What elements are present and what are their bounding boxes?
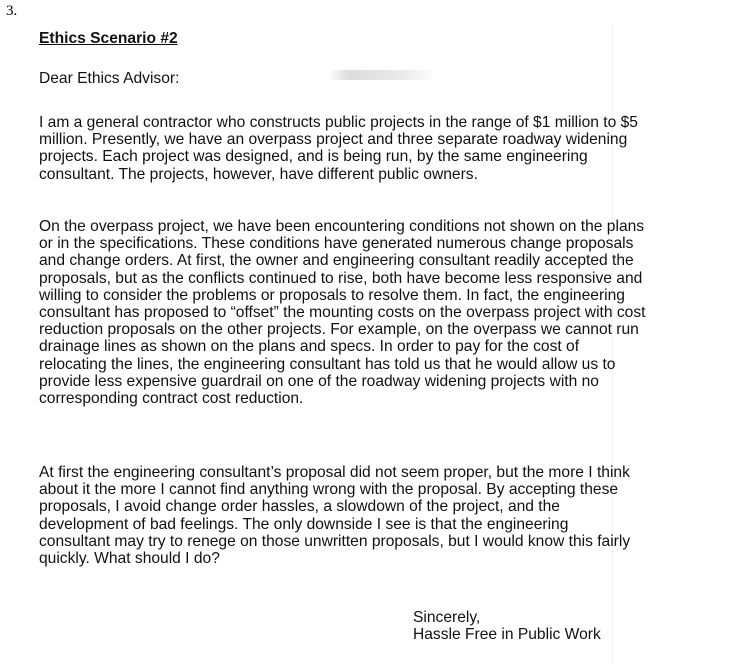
signature: Hassle Free in Public Work <box>413 626 601 644</box>
paragraph-line: At first the engineering consultant’s proposal did not seem proper, but the more I think <box>39 464 630 481</box>
letter-title: Ethics Scenario #2 <box>39 30 178 47</box>
paragraph-line: quickly. What should I do? <box>39 549 220 567</box>
paragraph-1 <box>39 114 739 183</box>
paragraph-line: provide less expensive guardrail on one of the roadway widening projects with no <box>39 372 599 390</box>
paragraph-line: proposals, I avoid change order hassles, a slowdown of the project, and the <box>39 498 560 516</box>
paragraph-3 <box>39 464 739 567</box>
paragraph-line: consultant may try to renege on those unwritten proposals, but I would know this fairly <box>39 532 631 550</box>
paragraph-line: about it the more I cannot find anything wrong with the proposal. By accepting these <box>39 481 619 499</box>
letter-salutation: Dear Ethics Advisor: <box>39 70 180 87</box>
paragraph-line: projects. Each project was designed, and is being run, by the same engineering <box>39 148 588 166</box>
paragraph-2 <box>39 218 739 407</box>
paragraph-line: corresponding contract cost reduction. <box>39 389 304 407</box>
paragraph-line: willing to consider the problems or proposals to resolve them. In fact, the engineering <box>39 286 625 304</box>
paragraph-line: or in the specifications. These conditions have generated numerous change proposals <box>39 235 634 253</box>
paragraph-line: On the overpass project, we have been encountering conditions not shown on the plans <box>39 218 645 235</box>
item-number: 3. <box>6 3 18 19</box>
paragraph-line: million. Presently, we have an overpass project and three separate roadway widening <box>39 131 628 149</box>
paragraph-line: reduction proposals on the other projects. For example, on the overpass we cannot run <box>39 321 639 339</box>
paragraph-line: development of bad feelings. The only downside I see is that the engineering <box>39 515 569 533</box>
paragraph-line: relocating the lines, the engineering consultant has told us that he would allow us to <box>39 355 616 373</box>
paragraph-line: proposals, but as the conflicts continued to rise, both have become less responsive and <box>39 269 643 287</box>
paragraph-line: consultant. The projects, however, have different public owners. <box>39 165 478 183</box>
redaction-smudge <box>328 70 436 80</box>
paragraph-line: I am a general contractor who constructs public projects in the range of $1 million to $5 <box>39 114 638 131</box>
paragraph-line: consultant has proposed to “offset” the mounting costs on the overpass project with cost <box>39 303 646 321</box>
closing-phrase: Sincerely, <box>413 609 481 626</box>
paragraph-line: drainage lines as shown on the plans and specs. In order to pay for the cost of <box>39 338 580 356</box>
letter-closing <box>413 609 601 643</box>
paragraph-line: and change orders. At first, the owner and engineering consultant readily accepted the <box>39 252 634 270</box>
